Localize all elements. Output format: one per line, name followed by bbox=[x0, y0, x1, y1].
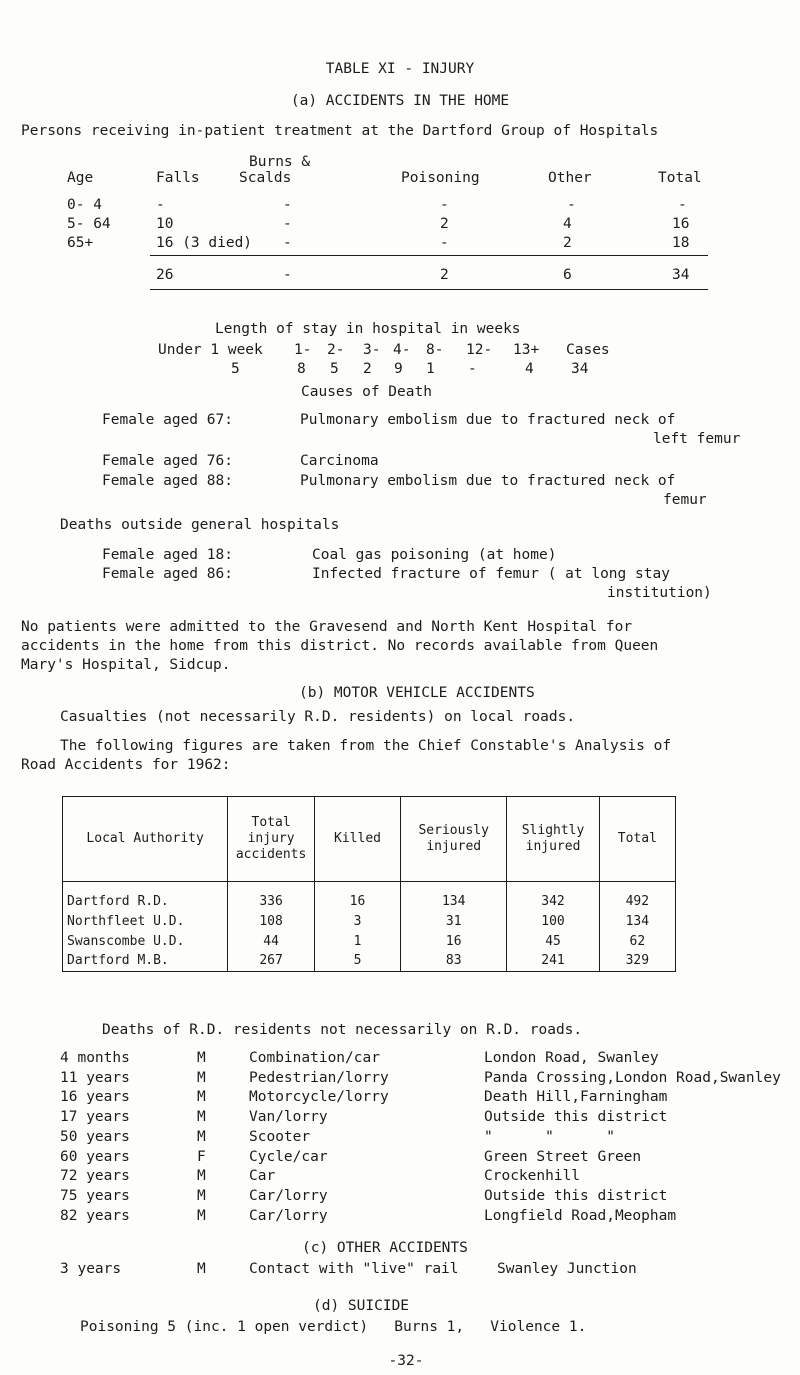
row-burns: - bbox=[283, 216, 292, 232]
col-burns-2: Scalds bbox=[239, 170, 292, 186]
page-title: TABLE XI - INJURY bbox=[325, 61, 475, 77]
death-age: 11 years bbox=[60, 1069, 130, 1086]
cell-killed: 1 bbox=[314, 932, 400, 952]
death-age: 60 years bbox=[60, 1148, 130, 1165]
row-other: 2 bbox=[563, 235, 572, 251]
cell-serious: 16 bbox=[401, 932, 507, 952]
death-place: London Road, Swanley bbox=[484, 1050, 659, 1066]
cell-serious: 134 bbox=[401, 882, 507, 913]
th-label: Slightly bbox=[521, 822, 585, 838]
th-label: Killed bbox=[334, 830, 381, 846]
cause-who: Female aged 88: bbox=[102, 473, 233, 489]
cell-accidents: 44 bbox=[228, 932, 315, 952]
stay-label: 8- bbox=[426, 342, 444, 358]
stay-value: 2 bbox=[363, 361, 372, 377]
section-c-place: Swanley Junction bbox=[497, 1261, 637, 1277]
row-other: 4 bbox=[563, 216, 572, 232]
cell-authority: Dartford R.D. bbox=[63, 882, 228, 913]
death-type: Combination/car bbox=[249, 1050, 380, 1066]
cell-killed: 16 bbox=[314, 882, 400, 913]
th-total bbox=[599, 797, 675, 882]
divider-rule bbox=[150, 255, 708, 256]
outside-text: Coal gas poisoning (at home) bbox=[312, 547, 557, 563]
cell-total: 492 bbox=[599, 882, 675, 913]
cell-authority: Swanscombe U.D. bbox=[63, 932, 228, 952]
col-other: Other bbox=[548, 170, 592, 186]
stay-value: 1 bbox=[426, 361, 435, 377]
note-line: No patients were admitted to the Gravesend and North Kent Hospital for bbox=[21, 619, 633, 635]
death-place: Outside this district bbox=[484, 1187, 668, 1204]
th-label: Total bbox=[251, 814, 291, 830]
death-sex: M bbox=[197, 1050, 206, 1066]
cause-text-cont: left femur bbox=[653, 431, 741, 447]
death-sex: M bbox=[197, 1168, 206, 1185]
death-place: Longfield Road,Meopham bbox=[484, 1207, 677, 1224]
death-age: 4 months bbox=[60, 1050, 130, 1066]
row-falls: 10 bbox=[156, 216, 174, 232]
death-type: Motorcycle/lorry bbox=[249, 1089, 389, 1106]
cell-total: 62 bbox=[599, 932, 675, 952]
outside-text: Infected fracture of femur ( at long stay bbox=[312, 566, 670, 582]
row-poisoning: - bbox=[440, 197, 449, 213]
row-age: 65+ bbox=[67, 235, 94, 251]
th-total-injury bbox=[228, 797, 315, 882]
col-burns-1: Burns & bbox=[249, 154, 311, 170]
death-place: " " " bbox=[484, 1128, 615, 1145]
death-sex: M bbox=[197, 1187, 206, 1204]
death-type: Cycle/car bbox=[249, 1148, 328, 1165]
th-label: injured bbox=[525, 839, 581, 854]
cell-total: 134 bbox=[599, 912, 675, 932]
outside-who: Female aged 18: bbox=[102, 547, 233, 563]
total-total: 34 bbox=[672, 267, 690, 283]
cause-who: Female aged 67: bbox=[102, 412, 233, 428]
cause-text: Pulmonary embolism due to fractured neck of bbox=[300, 473, 676, 489]
note-line: Mary's Hospital, Sidcup. bbox=[21, 657, 231, 673]
cell-accidents: 336 bbox=[228, 882, 315, 913]
death-sex: M bbox=[197, 1069, 206, 1086]
row-total: - bbox=[678, 197, 687, 213]
table-row bbox=[63, 882, 676, 913]
section-b-subheading: Casualties (not necessarily R.D. residents) on local roads. bbox=[60, 709, 576, 725]
cause-who: Female aged 76: bbox=[102, 453, 233, 469]
death-type: Car/lorry bbox=[249, 1207, 328, 1224]
stay-label: Cases bbox=[566, 342, 610, 358]
th-label: Seriously bbox=[418, 822, 489, 838]
section-b-heading: (b) MOTOR VEHICLE ACCIDENTS bbox=[299, 685, 535, 701]
cause-text: Pulmonary embolism due to fractured neck of bbox=[300, 412, 676, 428]
death-type: Scooter bbox=[249, 1128, 311, 1145]
total-other: 6 bbox=[563, 267, 572, 283]
row-total: 16 bbox=[672, 216, 690, 232]
cell-accidents: 267 bbox=[228, 951, 315, 971]
table-row bbox=[63, 932, 676, 952]
stay-label: 2- bbox=[327, 342, 345, 358]
death-sex: M bbox=[197, 1089, 206, 1106]
death-age: 82 years bbox=[60, 1207, 130, 1224]
cell-authority: Northfleet U.D. bbox=[63, 912, 228, 932]
stay-value: 34 bbox=[571, 361, 589, 377]
cell-slight: 241 bbox=[507, 951, 599, 971]
row-poisoning: - bbox=[440, 235, 449, 251]
row-burns: - bbox=[283, 197, 292, 213]
stay-label: 3- bbox=[363, 342, 381, 358]
table-row bbox=[63, 912, 676, 932]
cell-total: 329 bbox=[599, 951, 675, 971]
stay-label: 13+ bbox=[513, 342, 540, 358]
death-age: 72 years bbox=[60, 1168, 130, 1185]
stay-value: 5 bbox=[330, 361, 339, 377]
death-place: Death Hill,Farningham bbox=[484, 1089, 668, 1106]
death-place: Outside this district bbox=[484, 1109, 668, 1126]
cell-serious: 31 bbox=[401, 912, 507, 932]
cause-text: Carcinoma bbox=[300, 453, 379, 469]
stay-value: 9 bbox=[394, 361, 403, 377]
causes-heading: Causes of Death bbox=[301, 384, 432, 400]
death-sex: M bbox=[197, 1128, 206, 1145]
stay-label: 4- bbox=[393, 342, 411, 358]
cell-killed: 3 bbox=[314, 912, 400, 932]
death-type: Car bbox=[249, 1168, 276, 1185]
page-number: -32- bbox=[388, 1353, 424, 1369]
col-age: Age bbox=[67, 170, 94, 186]
section-d-text: Poisoning 5 (inc. 1 open verdict) Burns 1, Violence 1. bbox=[80, 1319, 587, 1335]
stay-label: Under 1 week bbox=[158, 342, 263, 358]
row-age: 5- 64 bbox=[67, 216, 111, 232]
section-a-heading: (a) ACCIDENTS IN THE HOME bbox=[290, 93, 510, 109]
section-c-age: 3 years bbox=[60, 1261, 122, 1277]
stay-heading: Length of stay in hospital in weeks bbox=[215, 321, 521, 337]
section-c-type: Contact with "live" rail bbox=[249, 1261, 459, 1277]
death-age: 75 years bbox=[60, 1187, 130, 1204]
cell-slight: 100 bbox=[507, 912, 599, 932]
row-poisoning: 2 bbox=[440, 216, 449, 232]
th-killed bbox=[314, 797, 400, 882]
death-age: 50 years bbox=[60, 1128, 130, 1145]
death-type: Van/lorry bbox=[249, 1109, 328, 1126]
row-age: 0- 4 bbox=[67, 197, 102, 213]
stay-value: 5 bbox=[231, 361, 240, 377]
row-burns: - bbox=[283, 235, 292, 251]
row-total: 18 bbox=[672, 235, 690, 251]
th-label: accidents bbox=[235, 847, 307, 863]
outside-heading: Deaths outside general hospitals bbox=[60, 517, 340, 533]
cell-slight: 45 bbox=[507, 932, 599, 952]
th-label: injury bbox=[247, 830, 295, 846]
death-type: Pedestrian/lorry bbox=[249, 1069, 389, 1086]
cause-text-cont: femur bbox=[663, 492, 707, 508]
section-b-intro: Road Accidents for 1962: bbox=[21, 757, 231, 773]
stay-value: - bbox=[468, 361, 477, 377]
th-label: injured bbox=[426, 839, 482, 854]
note-line: accidents in the home from this district. No records available from Queen bbox=[21, 638, 659, 654]
death-sex: M bbox=[197, 1109, 206, 1126]
total-poisoning: 2 bbox=[440, 267, 449, 283]
stay-label: 1- bbox=[294, 342, 312, 358]
divider-rule bbox=[150, 289, 708, 290]
stay-value: 4 bbox=[525, 361, 534, 377]
total-falls: 26 bbox=[156, 267, 174, 283]
total-burns: - bbox=[283, 267, 292, 283]
th-slightly bbox=[507, 797, 599, 882]
road-accidents-table bbox=[62, 796, 676, 972]
row-falls: - bbox=[156, 197, 165, 213]
cell-serious: 83 bbox=[401, 951, 507, 971]
outside-text-cont: institution) bbox=[607, 585, 712, 601]
table-row bbox=[63, 951, 676, 971]
col-poisoning: Poisoning bbox=[401, 170, 480, 186]
col-falls: Falls bbox=[156, 170, 200, 186]
deaths-heading: Deaths of R.D. residents not necessarily on R.D. roads. bbox=[102, 1022, 583, 1038]
death-place: Crockenhill bbox=[484, 1168, 581, 1185]
death-age: 16 years bbox=[60, 1089, 130, 1106]
cell-slight: 342 bbox=[507, 882, 599, 913]
row-falls: 16 (3 died) bbox=[156, 235, 253, 251]
death-sex: F bbox=[197, 1148, 206, 1165]
section-b-intro: The following figures are taken from the Chief Constable's Analysis of bbox=[60, 738, 672, 754]
death-type: Car/lorry bbox=[249, 1187, 328, 1204]
section-a-intro: Persons receiving in-patient treatment at the Dartford Group of Hospitals bbox=[21, 123, 659, 139]
th-label: Total bbox=[617, 830, 657, 846]
section-d-heading: (d) SUICIDE bbox=[313, 1298, 410, 1314]
cell-accidents: 108 bbox=[228, 912, 315, 932]
cell-killed: 5 bbox=[314, 951, 400, 971]
death-place: Green Street Green bbox=[484, 1148, 642, 1165]
th-authority bbox=[63, 797, 228, 882]
death-sex: M bbox=[197, 1207, 206, 1224]
death-age: 17 years bbox=[60, 1109, 130, 1126]
section-c-heading: (c) OTHER ACCIDENTS bbox=[302, 1240, 468, 1256]
th-authority-label: Local Authority bbox=[86, 830, 204, 846]
table-header-row bbox=[63, 797, 676, 882]
row-other: - bbox=[567, 197, 576, 213]
col-total: Total bbox=[658, 170, 702, 186]
outside-who: Female aged 86: bbox=[102, 566, 233, 582]
cell-authority: Dartford M.B. bbox=[63, 951, 228, 971]
th-seriously bbox=[401, 797, 507, 882]
death-place: Panda Crossing,London Road,Swanley bbox=[484, 1069, 781, 1086]
stay-value: 8 bbox=[297, 361, 306, 377]
stay-label: 12- bbox=[466, 342, 493, 358]
section-c-sex: M bbox=[197, 1261, 206, 1277]
